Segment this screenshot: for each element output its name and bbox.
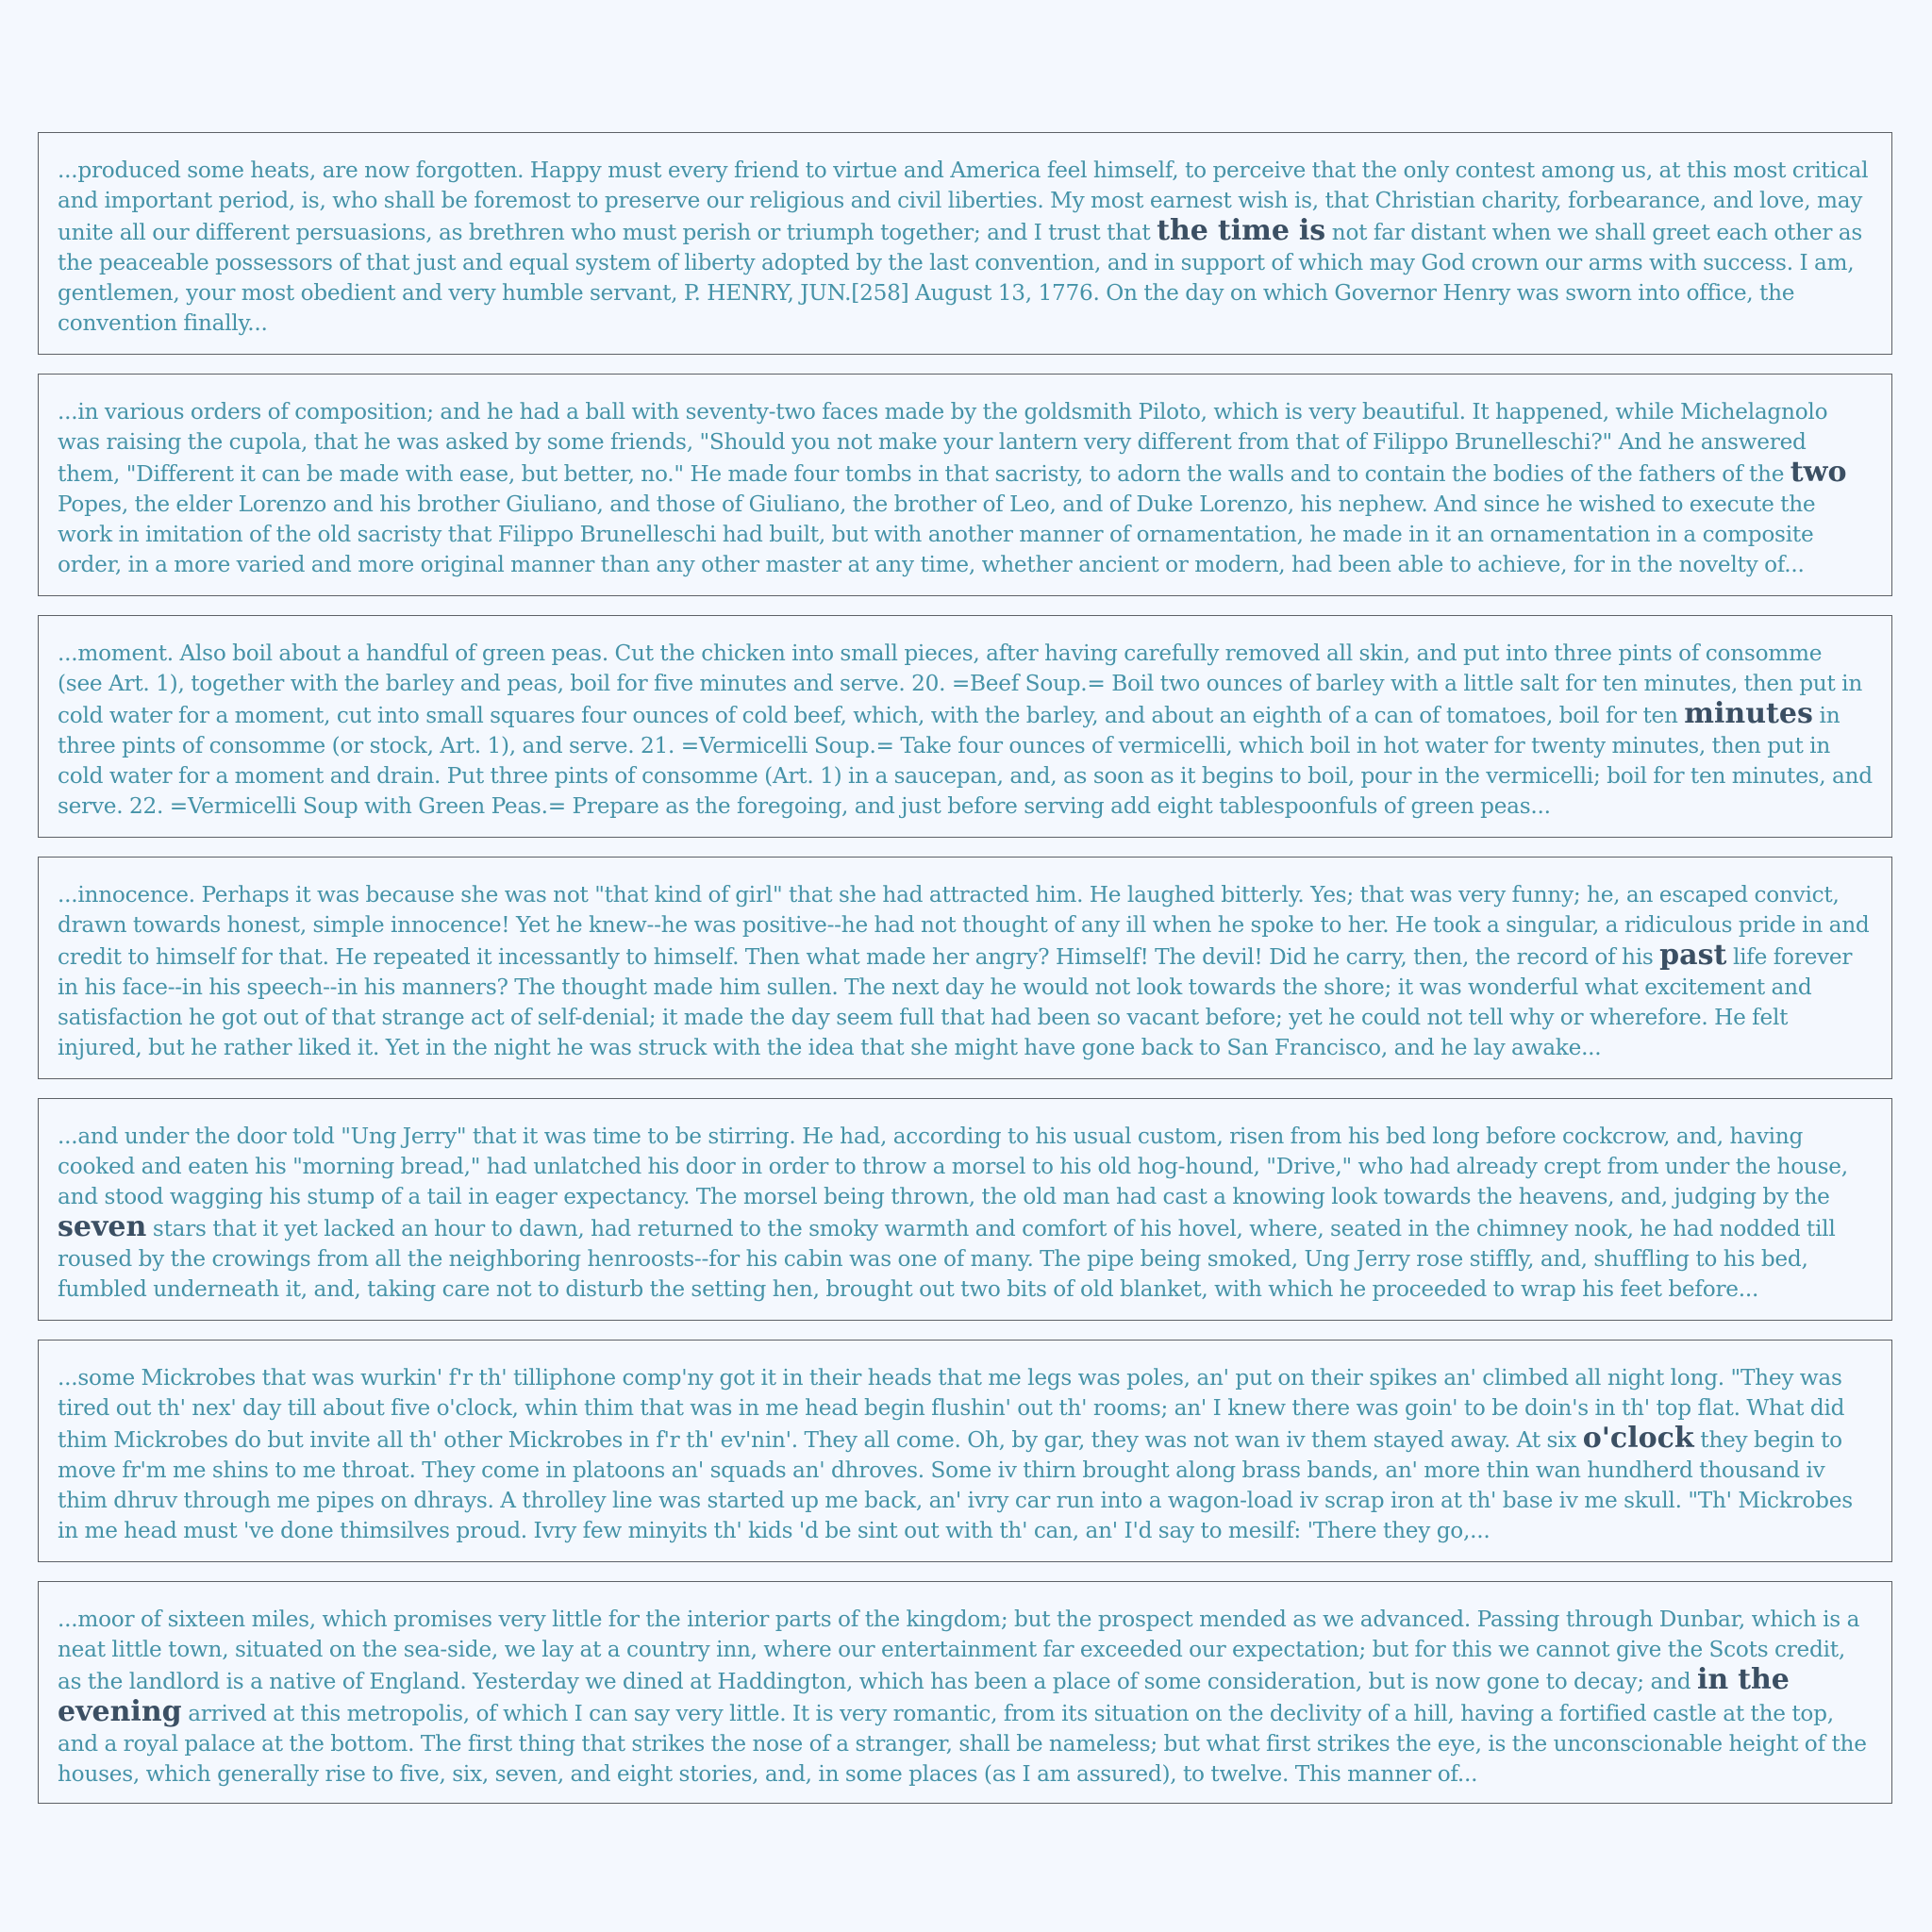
highlighted-phrase: o'clock [1582, 1422, 1694, 1455]
excerpt-text-before: ...innocence. Perhaps it was because she was not "that kind of girl" that she had attracted him. He laughed bitterly. Yes; that was very funny; he, an escaped convict, drawn towards honest, simple innocence! Yet he knew--he was positive--he had not thought of any ill when he spoke to her. He took a singular, a ridiculous pride in and credit to himself for that. He repeated it incessantly to himself. Then what made her angry? Himself! The devil! Did he carry, then, the record of his [58, 882, 1870, 970]
highlighted-phrase: seven [58, 1210, 147, 1243]
excerpt-text-before: ...moment. Also boil about a handful of green peas. Cut the chicken into small pieces, after having carefully removed all skin, and put into three pints of consomme (see Art. 1), together with the barley and peas, boil for five minutes and serve. 20. =Beef Soup.= Boil two ounces of barley with a little salt for ten minutes, then put in cold water for a moment, cut into small squares four ounces of cold beef, which, with the barley, and about an eighth of a can of tomatoes, boil for ten [58, 641, 1863, 728]
excerpt-text-before: ...some Mickrobes that was wurkin' f'r th' tilliphone comp'ny got it in their heads that me legs was poles, an' put on their spikes an' climbed all night long. "They was tired out th' nex' day till about five o'clock, whin thim that was in me head begin flushin' out th' rooms; an' I knew there was goin' to be doin's in th' top flat. What did thim Mickrobes do but invite all th' other Mickrobes in f'r th' ev'nin'. They all come. Oh, by gar, they was not wan iv them stayed away. At six [58, 1365, 1845, 1453]
excerpt-text [58, 397, 1873, 580]
highlighted-phrase: the time is [1157, 214, 1326, 247]
excerpt-text-after: in three pints of consomme (or stock, Art. 1), and serve. 21. =Vermicelli Soup.= Take four ounces of vermicelli, which boil in hot water for twenty minutes, then put in cold water for a moment and drain. Put three pints of consomme (Art. 1) in a saucepan, and, as soon as it begins to boil, pour in the vermicelli; boil for ten minutes, and serve. 22. =Vermicelli Soup with Green Peas.= Prepare as the foregoing, and just before serving add eight tablespoonfuls of green peas... [58, 703, 1873, 819]
excerpt-text-after: Popes, the elder Lorenzo and his brother Giuliano, and those of Giuliano, the brother of Leo, and of Duke Lorenzo, his nephew. And since he wished to execute the work in imitation of the old sacristy that Filippo Brunelleschi had built, but with another manner of ornamentation, he made in it an ornamentation in a composite order, in a more varied and more original manner than any other master at any time, whether ancient or modern, had been able to achieve, for in the novelty of... [58, 491, 1816, 577]
excerpt-text [58, 156, 1873, 339]
excerpt-card [38, 374, 1892, 596]
excerpt-card [38, 1098, 1892, 1321]
excerpt-text-after: life forever in his face--in his speech--in his manners? The thought made him sullen. The next day he would not look towards the shore; it was wonderful what excitement and satisfaction he got out of that strange act of self-denial; it made the day seem full that had been so vacant before; yet he could not tell why or wherefore. He felt injured, but he rather liked it. Yet in the night he was struck with the idea that she might have gone back to San Francisco, and he lay awake... [58, 944, 1853, 1060]
excerpt-text-before: ...moor of sixteen miles, which promises very little for the interior parts of the kingdom; but the prospect mended as we advanced. Passing through Dunbar, which is a neat little town, situated on the sea-side, we lay at a country inn, where our entertainment far exceeded our expectation; but for this we cannot give the Scots credit, as the landlord is a native of England. Yesterday we dined at Haddington, which has been a place of some consideration, but is now gone to decay; and [58, 1607, 1860, 1694]
excerpt-card [38, 1581, 1892, 1804]
excerpt-text-after: they begin to move fr'm me shins to me throat. They come in platoons an' squads an' dhroves. Some iv thirn brought along brass bands, an' more thin wan hundherd thousand iv thim dhruv through me pipes on dhrays. A throlley line was started up me back, an' ivry car run into a wagon-load iv scrap iron at th' base iv me skull. "Th' Mickrobes in me head must 've done thimsilves proud. Ivry few minyits th' kids 'd be sint out with th' can, an' I'd say to mesilf: 'There they go,... [58, 1427, 1853, 1543]
excerpt-text-after: arrived at this metropolis, of which I can say very little. It is very romantic, from its situation on the declivity of a hill, having a fortified castle at the top, and a royal palace at the bottom. The first thing that strikes the nose of a stranger, shall be nameless; but what first strikes the eye, is the unconscionable height of the houses, which generally rise to five, six, seven, and eight stories, and, in some places (as I am assured), to twelve. This manner of... [58, 1701, 1867, 1787]
excerpt-text-before: ...in various orders of composition; and he had a ball with seventy-two faces made by the goldsmith Piloto, which is very beautiful. It happened, while Michelagnolo was raising the cupola, that he was asked by some friends, "Should you not make your lantern very different from that of Filippo Brunelleschi?" And he answered them, "Different it can be made with ease, but better, no." He made four tombs in that sacristy, to adorn the walls and to contain the bodies of the fathers of the [58, 399, 1828, 487]
highlighted-phrase: minutes [1684, 697, 1813, 730]
highlighted-phrase: two [1790, 456, 1847, 489]
excerpt-text [58, 639, 1873, 822]
excerpt-text-before: ...produced some heats, are now forgotten. Happy must every friend to virtue and America feel himself, to perceive that the only contest among us, at this most critical and important period, is, who shall be foremost to preserve our religious and civil liberties. My most earnest wish is, that Christian charity, forbearance, and love, may unite all our different persuasions, as brethren who must perish or triumph together; and I trust that [58, 158, 1869, 245]
excerpt-card [38, 615, 1892, 838]
excerpt-text [58, 880, 1873, 1063]
highlighted-phrase: past [1659, 939, 1727, 972]
excerpt-text [58, 1605, 1873, 1790]
excerpt-text-after: stars that it yet lacked an hour to dawn, had returned to the smoky warmth and comfort of his hovel, where, seated in the chimney nook, he had nodded till roused by the crowings from all the neighboring henroosts--for his cabin was one of many. The pipe being smoked, Ung Jerry rose stiffly, and, shuffling to his bed, fumbled underneath it, and, taking care not to disturb the setting hen, brought out two bits of old blanket, with which he proceeded to wrap his feet before... [58, 1216, 1836, 1302]
excerpt-text-before: ...and under the door told "Ung Jerry" that it was time to be stirring. He had, according to his usual custom, risen from his bed long before cockcrow, and, having cooked and eaten his "morning bread," had unlatched his door in order to throw a morsel to his old hog-hound, "Drive," who had already crept from under the house, and stood wagging his stump of a tail in eager expectancy. The morsel being thrown, the old man had cast a knowing look towards the heavens, and, judging by the [58, 1124, 1848, 1209]
excerpt-list [38, 132, 1892, 1823]
excerpt-card [38, 132, 1892, 355]
excerpt-text-after: not far distant when we shall greet each other as the peaceable possessors of that just and equal system of liberty adopted by the last convention, and in support of which may God crown our arms with success. I am, gentlemen, your most obedient and very humble servant, P. HENRY, JUN.[258] August 13, 1776. On the day on which Governor Henry was sworn into office, the convention finally... [58, 220, 1863, 336]
excerpt-text [58, 1363, 1873, 1546]
excerpt-card [38, 1340, 1892, 1562]
excerpt-text [58, 1122, 1873, 1305]
excerpt-card [38, 857, 1892, 1079]
highlighted-phrase: in the evening [58, 1663, 1790, 1728]
